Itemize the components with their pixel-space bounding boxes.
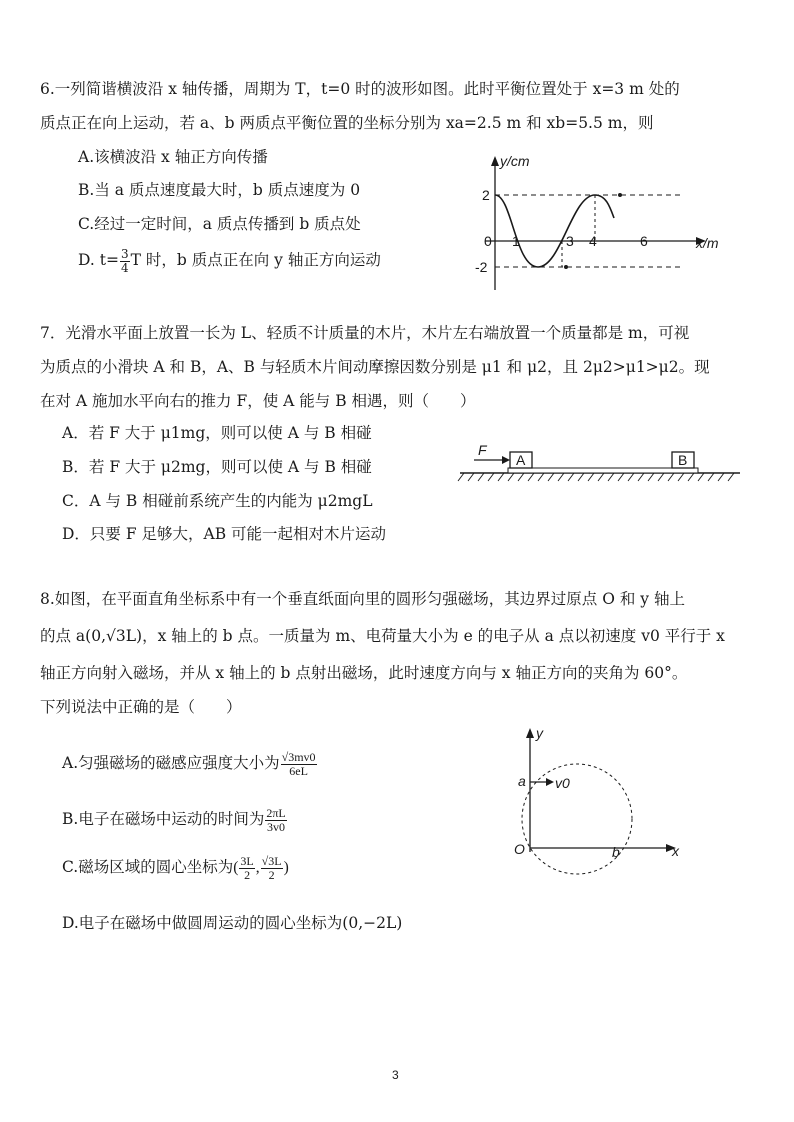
q6-option-d-fraction [120,248,130,275]
q6-wave-graph [470,150,720,300]
q7-stem-line2: 为质点的小滑块 A 和 B，A、B 与轻质木片间动摩擦因数分别是 μ1 和 μ2，且 2μ2>μ1>μ2。现 [40,358,710,376]
q8-magnetic-field-figure [508,724,698,864]
q6-xtick-6: 6 [640,233,648,249]
q8-option-c-frac2-num: √3L [261,853,282,868]
q8-option-b-fraction [265,807,286,834]
q8-stem-line1: 8.如图，在平面直角坐标系中有一个垂直纸面向里的圆形匀强磁场，其边界过原点 O 和 y 轴上 [40,590,685,608]
q7-block-a-label: A [516,452,526,468]
q6-option-d-num: 3 [120,246,129,261]
q7-block-b-label: B [678,452,688,468]
q8-option-c-frac2-den: 2 [268,867,275,882]
q8-option-b-den: 3v0 [267,819,286,834]
q8-velocity-label: v0 [555,775,570,791]
q8-point-a-label: a [518,773,526,789]
q7-option-b: B．若 F 大于 μ2mg，则可以使 A 与 B 相碰 [62,458,372,476]
q7-option-d: D．只要 F 足够大，AB 可能一起相对木片运动 [62,525,387,543]
q6-x-axis-label: x/m [696,235,719,251]
q8-option-b-prefix: B.电子在磁场中运动的时间为 [62,810,265,828]
q6-option-d-prefix: D. t= [78,251,119,269]
q7-option-a: A．若 F 大于 μ1mg，则可以使 A 与 B 相碰 [62,424,372,442]
q8-option-a-num: √3mv0 [281,749,316,764]
q7-blocks-figure [460,440,740,490]
q8-option-b-num: 2πL [266,805,286,820]
q6-option-d-den: 4 [120,260,129,275]
q6-stem-line2: 质点正在向上运动，若 a、b 两质点平衡位置的坐标分别为 xa=2.5 m 和 xb=5.5 m，则 [40,114,654,132]
q8-option-c-frac1-num: 3L [240,853,254,868]
q6-ytick-top: 2 [482,187,490,203]
q7-board [508,468,698,473]
q7-stem-line3: 在对 A 施加水平向右的推力 F，使 A 能与 B 相遇，则（ ） [40,392,476,410]
q6-xtick-3: 3 [566,233,574,249]
q8-option-c-frac2 [261,855,283,882]
q8-x-axis-label: x [672,843,679,859]
q7-force-label: F [478,442,487,458]
q6-y-axis-label: y/cm [500,153,530,169]
q8-option-c-frac1 [239,855,254,882]
q8-stem-line4: 下列说法中正确的是（ ） [40,698,242,716]
q6-option-c: C.经过一定时间，a 质点传播到 b 质点处 [78,215,361,233]
q8-option-c: C.磁场区域的圆心坐标为( $\frac{3L}{2}$ , $\frac{√3L}{2}$ ) [62,853,289,882]
q6-option-d [78,247,381,275]
q8-origin-label: O [514,841,525,857]
q8-stem-line2: 的点 a(0,√3L)，x 轴上的 b 点。一质量为 m、电荷量大小为 e 的电子从 a 点以初速度 v0 平行于 x [40,627,725,645]
q8-option-a-fraction [281,751,317,778]
q6-option-a: A.该横波沿 x 轴正方向传播 [78,148,268,166]
q6-xtick-1: 1 [512,233,520,249]
q8-option-a-prefix: A.匀强磁场的磁感应强度大小为 [62,754,280,772]
q6-origin-label: 0 [484,233,492,249]
q6-stem-line1: 6.一列简谐横波沿 x 轴传播，周期为 T，t=0 时的波形如图。此时平衡位置处于 x=3 m 处的 [40,80,680,98]
q6-xtick-4: 4 [589,233,597,249]
page-number: 3 [392,1068,399,1082]
q6-wave-curve [495,195,614,267]
q8-option-d: D.电子在磁场中做圆周运动的圆心坐标为(0,−2L) [62,914,403,932]
q6-option-d-suffix: T 时，b 质点正在向 y 轴正方向运动 [130,251,381,269]
q7-option-c: C．A 与 B 相碰前系统产生的内能为 μ2mgL [62,492,373,510]
q8-stem-line3: 轴正方向射入磁场，并从 x 轴上的 b 点射出磁场，此时速度方向与 x 轴正方向的夹角为 60°。 [40,664,688,682]
q7-stem-line1: 7．光滑水平面上放置一长为 L、轻质不计质量的木片，木片左右端放置一个质量都是 m，可视 [40,324,690,342]
q8-option-c-prefix: C.磁场区域的圆心坐标为 [62,858,234,876]
q8-option-a [62,748,318,778]
q6-ytick-bottom: -2 [475,259,488,275]
q8-option-b [62,804,288,834]
q6-option-b: B.当 a 质点速度最大时，b 质点速度为 0 [78,181,361,199]
q8-y-axis-label: y [536,725,543,741]
q8-point-b-label: b [612,844,620,860]
q8-option-c-frac1-den: 2 [244,867,251,882]
q8-option-a-den: 6eL [289,763,308,778]
